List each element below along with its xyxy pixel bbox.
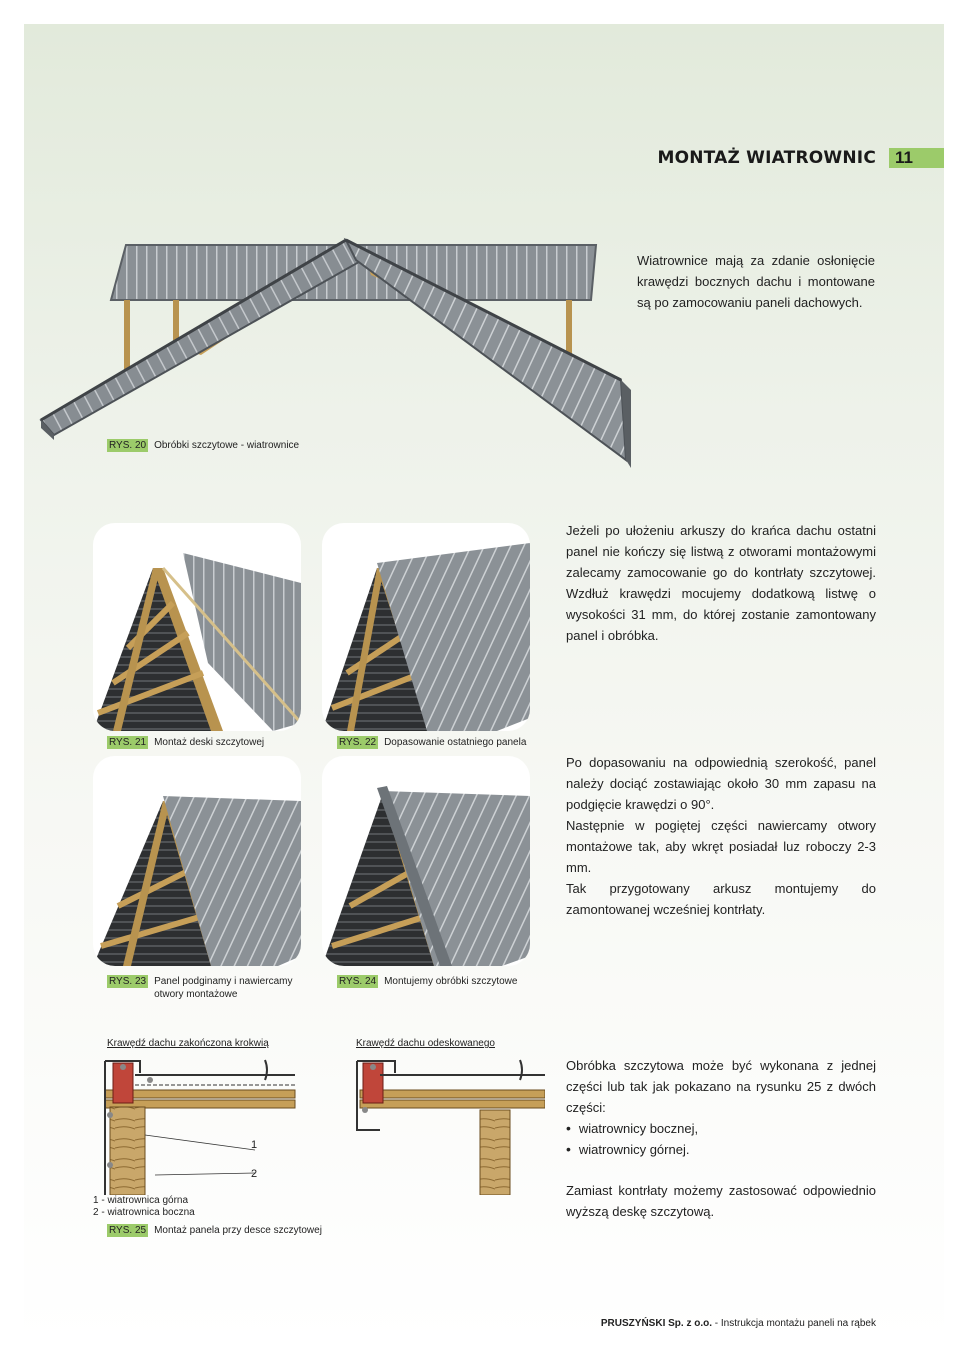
- paragraph-obrobka: [566, 1055, 876, 1222]
- paragraph-line: Następnie w pogiętej części nawiercamy otwory montażowe tak, aby wkręt posiadał luz roboczy 2-3 mm.: [566, 818, 876, 875]
- diagram-legend: [93, 1195, 195, 1219]
- figure-tag: RYS. 21: [109, 737, 147, 748]
- paragraph-line: Obróbka szczytowa może być wykonana z jednej części lub tak jak pokazano na rysunku 25 z dwóch części:: [566, 1058, 876, 1115]
- figure-caption-23: [107, 975, 294, 1001]
- bullet-item: • wiatrownicy górnej.: [566, 1139, 876, 1160]
- bullet-item: • wiatrownicy bocznej,: [566, 1118, 876, 1139]
- figure-21-image: [93, 523, 301, 731]
- figure-tag: RYS. 24: [339, 976, 377, 987]
- figure-23-image: [93, 756, 301, 966]
- gable-cross-section-diagram: [95, 1055, 545, 1195]
- diagram-callout-1: 1: [251, 1139, 258, 1151]
- figure-caption-text: Montujemy obróbki szczytowe: [384, 976, 518, 987]
- figure-caption-20: [107, 439, 299, 452]
- intro-paragraph: Wiatrownice mają za zdanie osłonięcie krawędzi bocznych dachu i montowane są po zamocowaniu paneli dachowych.: [637, 253, 875, 310]
- figure-tag: RYS. 20: [109, 440, 147, 451]
- paragraph-kontrlata: Jeżeli po ułożeniu arkuszy do krańca dachu ostatni panel nie kończy się listwą z otworami montażowymi zalecamy zamocowanie go do kontrłaty szczytowej. Wzdłuż krawędzi mocujemy dodatkową listwę o wysokości 31 mm, do której zostanie zamontowany panel i obróbka.: [566, 523, 876, 643]
- figure-caption-text: Dopasowanie ostatniego panela: [384, 737, 527, 748]
- paragraph-line: Tak przygotowany arkusz montujemy do zamontowanej wcześniej kontrłaty.: [566, 881, 876, 917]
- figure-caption-text: Montaż panela przy desce szczytowej: [154, 1225, 322, 1236]
- figure-22-image: [322, 523, 530, 731]
- paragraph-line: Po dopasowaniu na odpowiednią szerokość, panel należy dociąć zostawiając około 30 mm zapasu na podgięcie krawędzi o 90°.: [566, 755, 876, 812]
- diagram-callout-2: 2: [251, 1168, 258, 1180]
- figure-24-image: [322, 756, 530, 966]
- page-number-badge: 11: [889, 148, 944, 168]
- figure-caption-text: Obróbki szczytowe - wiatrownice: [154, 440, 300, 451]
- bullet-list: [566, 1118, 876, 1160]
- figure-tag: RYS. 25: [109, 1225, 147, 1236]
- figure-caption-22: [337, 736, 526, 749]
- diagram-label-boarded: Krawędź dachu odeskowanego: [356, 1038, 495, 1049]
- figure-caption-24: [337, 975, 517, 988]
- footer-text: - Instrukcja montażu paneli na rąbek: [712, 1318, 876, 1329]
- page-footer: [560, 1318, 876, 1329]
- figure-caption-text: Panel podginamy i nawiercamy otwory montażowe: [154, 976, 293, 1000]
- footer-company: PRUSZYŃSKI Sp. z o.o.: [600, 1318, 713, 1329]
- figure-tag: RYS. 22: [339, 737, 377, 748]
- page-title: MONTAŻ WIATROWNIC: [657, 148, 876, 168]
- figure-caption-text: Montaż deski szczytowej: [154, 737, 265, 748]
- legend-item: 2 - wiatrownica boczna: [93, 1207, 195, 1218]
- diagram-label-rafter: Krawędź dachu zakończona krokwią: [107, 1038, 269, 1049]
- legend-item: 1 - wiatrownica górna: [93, 1195, 189, 1206]
- paragraph-dopasowanie: [566, 752, 876, 920]
- paragraph-line: Zamiast kontrłaty możemy zastosować odpowiednio wyższą deskę szczytową.: [566, 1183, 876, 1219]
- figure-caption-25: [107, 1224, 322, 1237]
- figure-tag: RYS. 23: [109, 976, 147, 987]
- figure-caption-21: [107, 736, 264, 749]
